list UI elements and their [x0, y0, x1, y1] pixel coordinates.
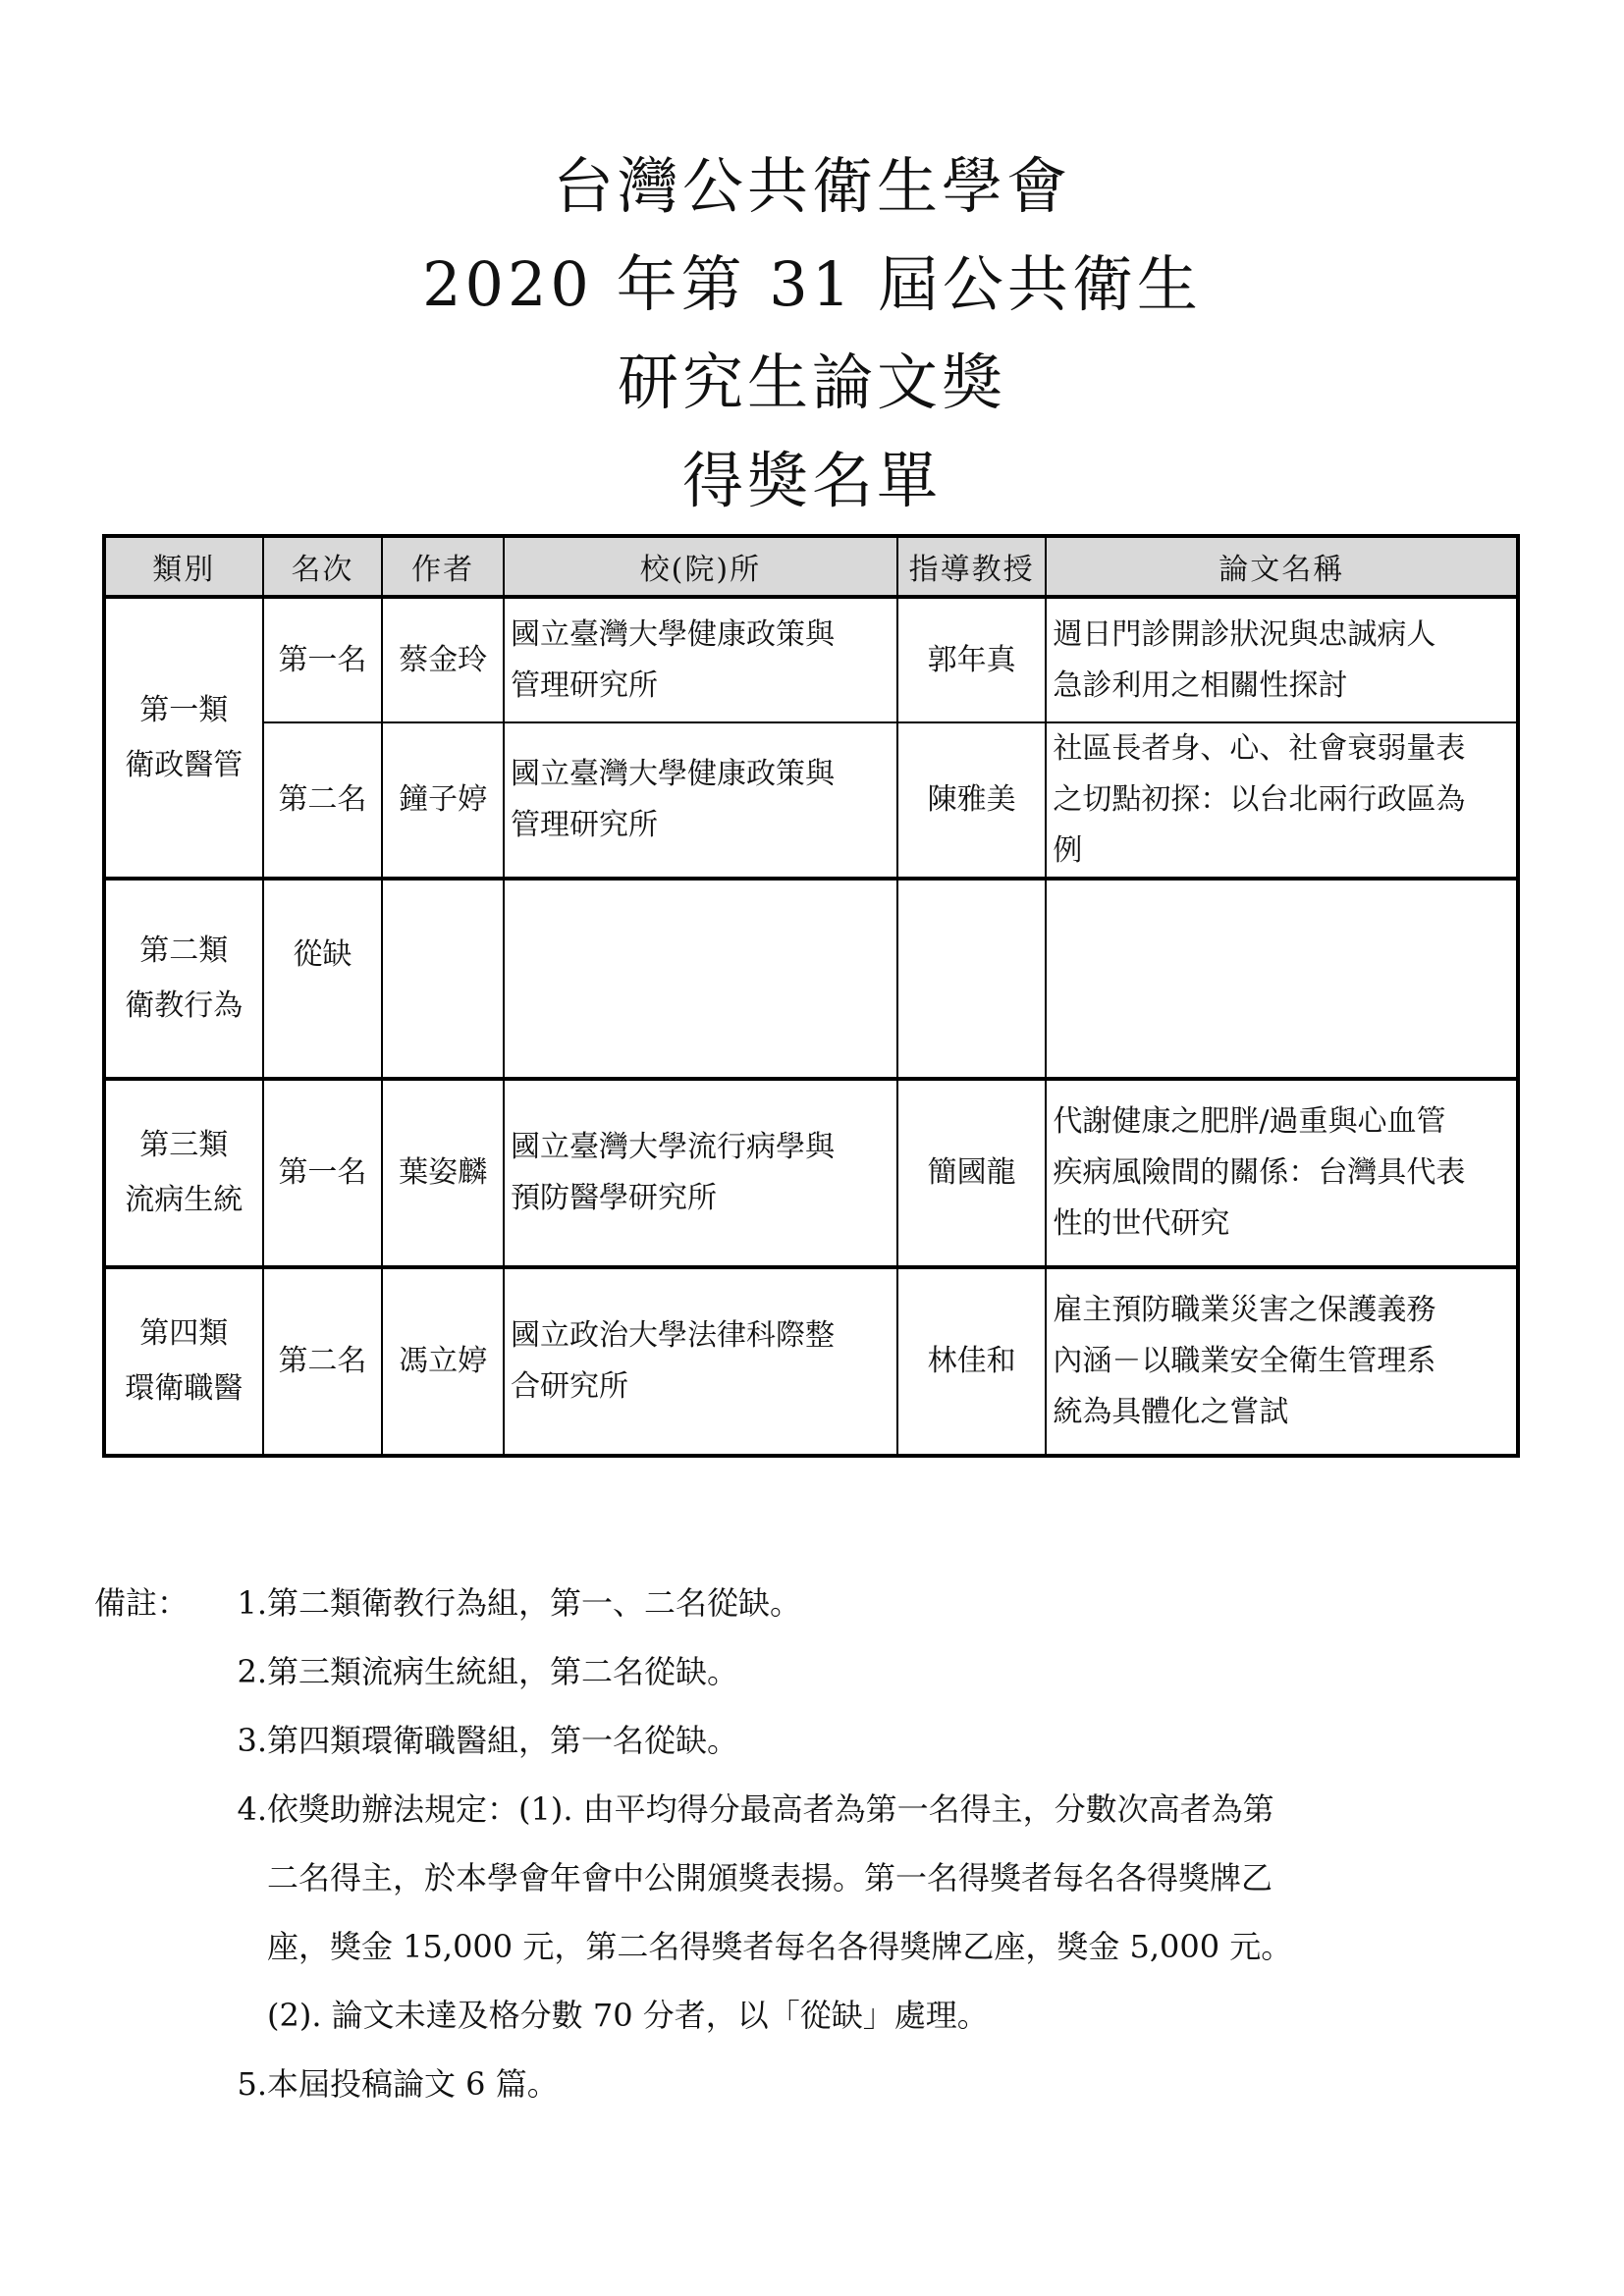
school-line: 預防醫學研究所	[511, 1181, 717, 1215]
thesis-title-cell	[1046, 597, 1518, 722]
rank-cell: 第二名	[263, 1267, 383, 1456]
header-thesis-title: 論文名稱	[1046, 536, 1518, 597]
school-cell	[504, 1267, 897, 1456]
table-header-row	[104, 536, 1518, 597]
note-line: 依獎助辦法規定：(1). 由平均得分最高者為第一名得主，分數次高者為第	[267, 1790, 1274, 1828]
header-rank: 名次	[263, 536, 383, 597]
table-row	[104, 722, 1518, 879]
header-school: 校(院)所	[504, 536, 897, 597]
thesis-title-line: 雇主預防職業災害之保護義務	[1053, 1293, 1436, 1327]
thesis-title-line: 內涵－以職業安全衛生管理系	[1053, 1344, 1436, 1378]
school-cell	[504, 1079, 897, 1267]
category-name: 衛教行為	[125, 988, 244, 1023]
note-item	[224, 1706, 1520, 1775]
note-text	[267, 1637, 1520, 1706]
rank-cell: 從缺	[263, 879, 383, 1079]
note-item	[224, 2050, 1520, 2118]
category-name: 衛政醫管	[125, 747, 244, 782]
award-edition: 2020 年第 31 屆公共衛生	[422, 248, 1202, 320]
thesis-title-cell	[1046, 879, 1518, 1079]
category-cell	[104, 1079, 263, 1267]
note-line: 第二類衛教行為組，第一、二名從缺。	[267, 1584, 802, 1622]
note-line: 第四類環衛職醫組，第一名從缺。	[267, 1722, 739, 1759]
note-text	[267, 1569, 1520, 1637]
category-cell	[104, 597, 263, 879]
category-cell	[104, 1267, 263, 1456]
school-line: 國立臺灣大學健康政策與	[511, 757, 835, 791]
note-line: 座，獎金 15,000 元，第二名得獎者每名各得獎牌乙座，獎金 5,000 元。	[267, 1928, 1293, 1965]
note-number: 2.	[237, 1653, 267, 1690]
thesis-title-line: 代謝健康之肥胖/過重與心血管	[1053, 1104, 1446, 1139]
school-line: 管理研究所	[511, 808, 658, 842]
note-text	[267, 2050, 1520, 2118]
note-line: 本屆投稿論文 6 篇。	[267, 2065, 559, 2103]
header-category: 類別	[104, 536, 263, 597]
note-number: 5.	[237, 2065, 267, 2103]
note-line: 二名得主，於本學會年會中公開頒獎表揚。第一名得獎者每名各得獎牌乙	[267, 1859, 1273, 1896]
school-line: 國立臺灣大學流行病學與	[511, 1130, 835, 1164]
category-number: 第一類	[139, 692, 229, 727]
category-number: 第四類	[139, 1316, 229, 1351]
school-cell	[504, 597, 897, 722]
thesis-title-line: 急診利用之相關性探討	[1053, 667, 1348, 703]
society-name: 台灣公共衛生學會	[552, 150, 1071, 222]
author-cell: 蔡金玲	[382, 597, 504, 722]
note-number: 1.	[237, 1584, 267, 1622]
notes-list	[224, 1569, 1520, 2118]
thesis-title-line: 性的世代研究	[1053, 1206, 1230, 1241]
advisor-cell: 簡國龍	[897, 1079, 1047, 1267]
thesis-title-line: 社區長者身、心、社會衰弱量表	[1053, 731, 1466, 766]
thesis-title-cell	[1046, 722, 1518, 879]
thesis-title-cell	[1046, 1079, 1518, 1267]
note-line: 第三類流病生統組，第二名從缺。	[267, 1653, 739, 1690]
notes-label: 備註：	[94, 1584, 189, 1622]
note-item	[224, 1775, 1520, 2050]
author-cell: 馮立婷	[382, 1267, 504, 1456]
document-title	[0, 137, 1624, 530]
school-line: 國立臺灣大學健康政策與	[511, 616, 835, 652]
winners-table	[102, 534, 1520, 1458]
school-line: 國立政治大學法律科際整	[511, 1318, 835, 1353]
author-cell: 葉姿麟	[382, 1079, 504, 1267]
thesis-title-line: 之切點初探：以台北兩行政區為	[1053, 782, 1466, 817]
winners-list-heading: 得獎名單	[681, 445, 942, 516]
thesis-title-cell	[1046, 1267, 1518, 1456]
category-number: 第二類	[139, 934, 229, 968]
school-line: 合研究所	[511, 1369, 628, 1404]
table-row	[104, 1079, 1518, 1267]
author-cell: 鐘子婷	[382, 722, 504, 879]
note-number: 3.	[237, 1722, 267, 1759]
thesis-title-line: 週日門診開診狀況與忠誠病人	[1053, 616, 1436, 652]
author-cell	[382, 879, 504, 1079]
note-number: 4.	[237, 1790, 267, 1828]
rank-cell: 第一名	[263, 1079, 383, 1267]
header-advisor: 指導教授	[897, 536, 1047, 597]
advisor-cell: 陳雅美	[897, 722, 1047, 879]
school-line: 管理研究所	[511, 667, 658, 703]
category-cell	[104, 879, 263, 1079]
thesis-title-line: 例	[1053, 833, 1083, 868]
advisor-cell: 郭年真	[897, 597, 1047, 722]
note-text	[267, 1775, 1520, 2050]
school-cell	[504, 722, 897, 879]
category-number: 第三類	[139, 1128, 229, 1162]
thesis-title-line: 疾病風險間的關係：台灣具代表	[1053, 1155, 1466, 1190]
note-item	[224, 1569, 1520, 1637]
advisor-cell	[897, 879, 1047, 1079]
table-row	[104, 1267, 1518, 1456]
rank-cell: 第二名	[263, 722, 383, 879]
header-author: 作者	[382, 536, 504, 597]
note-item	[224, 1637, 1520, 1706]
advisor-cell: 林佳和	[897, 1267, 1047, 1456]
category-name: 流病生統	[125, 1183, 244, 1217]
table-row	[104, 597, 1518, 722]
note-text	[267, 1706, 1520, 1775]
note-line: (2). 論文未達及格分數 70 分者，以「從缺」處理。	[267, 1997, 989, 2034]
award-name: 研究生論文獎	[617, 347, 1006, 418]
school-cell	[504, 879, 897, 1079]
rank-cell: 第一名	[263, 597, 383, 722]
table-row	[104, 879, 1518, 1079]
category-name: 環衛職醫	[125, 1371, 244, 1406]
thesis-title-line: 統為具體化之嘗試	[1053, 1395, 1289, 1429]
